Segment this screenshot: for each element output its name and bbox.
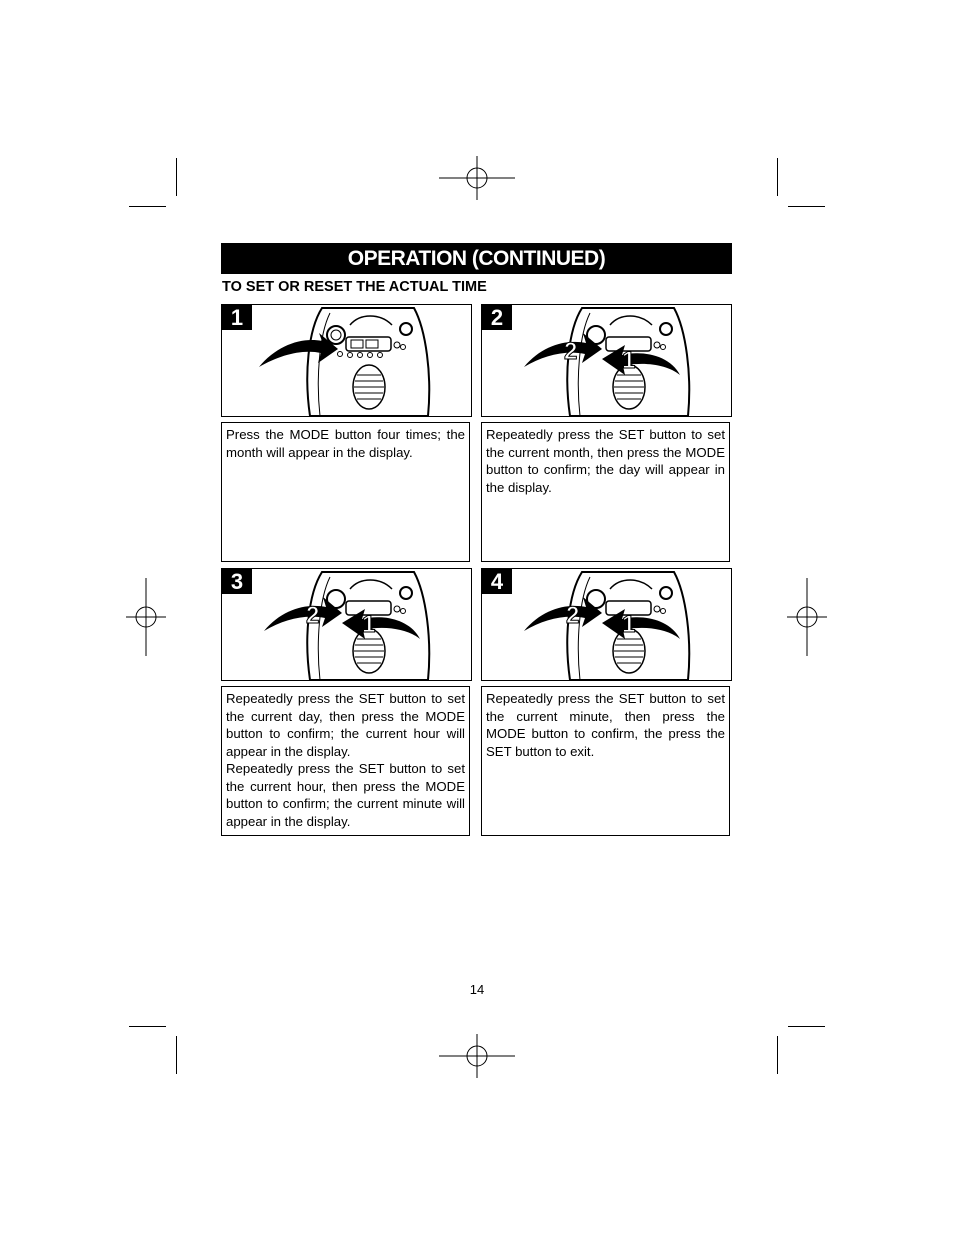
crop-mark xyxy=(129,206,166,207)
step-number: 3 xyxy=(222,569,252,594)
crop-mark xyxy=(176,158,177,196)
crop-mark xyxy=(176,1036,177,1074)
step-text: Repeatedly press the SET button to set the current minute, then press the MODE button to confirm, the press the SET button to exit. xyxy=(486,691,725,759)
arrow-icon xyxy=(482,305,731,416)
crop-mark xyxy=(129,1026,166,1027)
registration-mark-icon xyxy=(126,578,166,656)
arrow-label: 1 xyxy=(622,347,636,374)
arrow-label: 2 xyxy=(564,338,578,365)
step-4-illustration xyxy=(481,568,732,681)
section-title: OPERATION (CONTINUED) xyxy=(221,243,732,274)
arrow-icon xyxy=(222,569,471,680)
arrow-label: 2 xyxy=(566,602,580,629)
step-4-description xyxy=(481,686,730,836)
step-number: 4 xyxy=(482,569,512,594)
arrow-icon xyxy=(482,569,731,680)
step-2-description xyxy=(481,422,730,562)
step-3-illustration xyxy=(221,568,472,681)
crop-mark xyxy=(788,1026,825,1027)
step-3-description xyxy=(221,686,470,836)
arrow-label: 1 xyxy=(622,611,636,638)
page-number: 14 xyxy=(469,982,485,997)
step-text: Press the MODE button four times; the month will appear in the display. xyxy=(226,427,465,460)
crop-mark xyxy=(777,158,778,196)
step-1-description xyxy=(221,422,470,562)
step-number: 1 xyxy=(222,305,252,330)
arrow-icon xyxy=(222,305,471,416)
arrow-label: 2 xyxy=(306,602,320,629)
crop-mark xyxy=(777,1036,778,1074)
registration-mark-icon xyxy=(437,156,517,200)
registration-mark-icon xyxy=(437,1034,517,1078)
step-text: Repeatedly press the SET button to set the current hour, then press the MODE button to confirm; the current minute will appear in the display. xyxy=(226,761,465,829)
step-text: Repeatedly press the SET button to set the current month, then press the MODE button to confirm; the day will appear in the display. xyxy=(486,427,725,495)
step-text: Repeatedly press the SET button to set the current day, then press the MODE button to confirm; the current hour will appear in the display. xyxy=(226,691,465,759)
section-subtitle: TO SET OR RESET THE ACTUAL TIME xyxy=(222,279,487,295)
crop-mark xyxy=(788,206,825,207)
step-2-illustration xyxy=(481,304,732,417)
arrow-label: 1 xyxy=(362,611,376,638)
step-number: 2 xyxy=(482,305,512,330)
registration-mark-icon xyxy=(787,578,827,656)
step-1-illustration xyxy=(221,304,472,417)
